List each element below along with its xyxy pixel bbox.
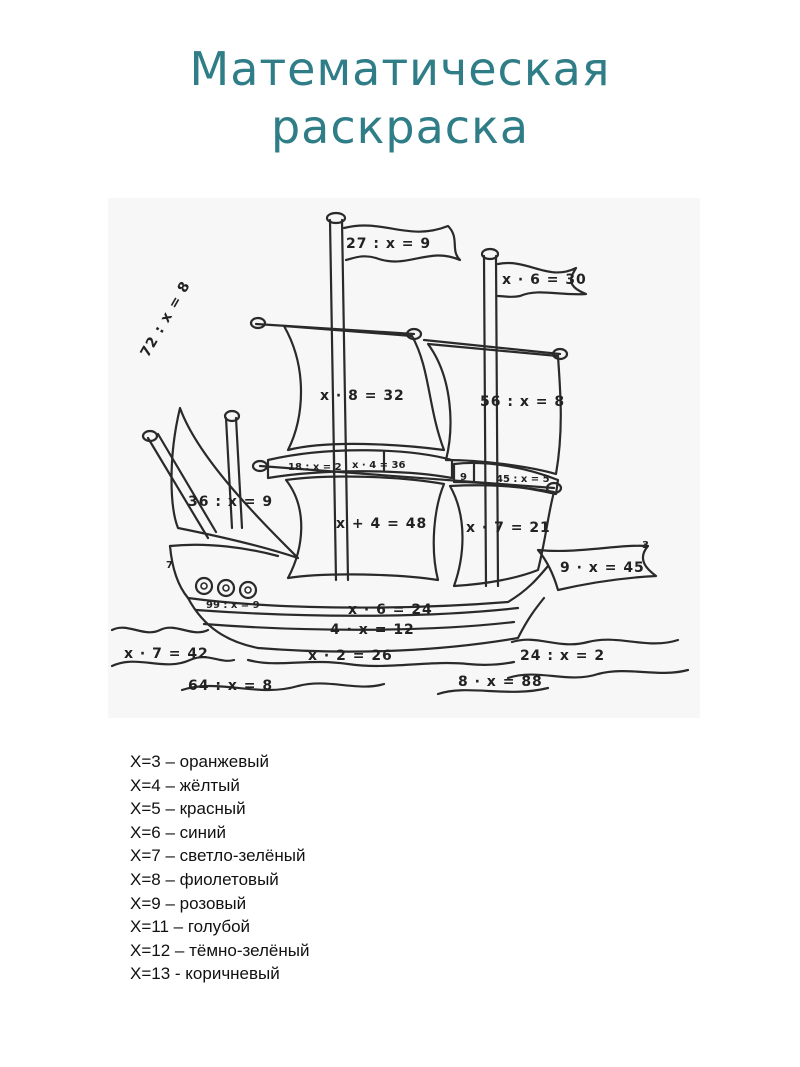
label-pennant: 9 · x = 45 [560,560,645,576]
label-wave-right: 24 : x = 2 [520,648,606,664]
legend-item: Х=13 - коричневый [130,964,280,984]
legend-item: Х=11 – голубой [130,917,251,937]
legend-item: Х=9 – розовый [130,893,247,913]
label-wave-left: x · 7 = 42 [124,646,209,662]
title-line-1: Математическая [189,42,611,96]
label-hull-2: 4 · x = 12 [330,622,415,638]
legend-item: Х=6 – синий [130,822,226,842]
label-small-sail: 36 : x = 9 [188,494,274,510]
label-bow-mark: 7 [166,560,173,571]
label-sail-mid-right: x · 7 = 21 [466,520,551,536]
label-band-4: 45 : x = 5 [496,474,550,485]
label-flag-left: 27 : x = 9 [346,236,432,252]
ship-coloring-picture [108,198,700,718]
label-water-right: 8 · x = 88 [458,674,543,690]
legend-item: Х=7 – светло-зелёный [130,846,306,866]
color-legend [130,750,309,986]
label-sail-top-right: 56 : x = 8 [480,394,566,410]
legend-item: Х=3 – оранжевый [130,752,269,771]
label-band-1: 18 : x = 2 [288,462,342,473]
label-band-2: x · 4 = 36 [352,460,406,471]
label-sail-mid-left: x + 4 = 48 [336,516,428,532]
label-sail-top-left: x · 8 = 32 [320,388,405,404]
legend-item: Х=5 – красный [130,799,246,819]
title-line-2: раскраска [270,100,530,154]
legend-item: Х=4 – жёлтый [130,775,240,795]
legend-item: Х=12 – тёмно-зелёный [130,940,310,960]
label-pennant-tip: 3 [642,540,649,551]
label-band-3: 9 [460,472,467,483]
legend-item: Х=8 – фиолетовый [130,869,279,889]
label-hull-3: x · 2 = 26 [308,648,393,664]
label-portholes: 99 : x = 9 [206,600,260,611]
label-hull-1: x · 6 = 24 [348,602,433,618]
label-sky: 72 : x = 8 [137,278,195,360]
label-water-left: 64 : x = 8 [188,678,274,694]
label-flag-right: x · 6 = 30 [502,272,587,288]
page-title [0,40,800,156]
